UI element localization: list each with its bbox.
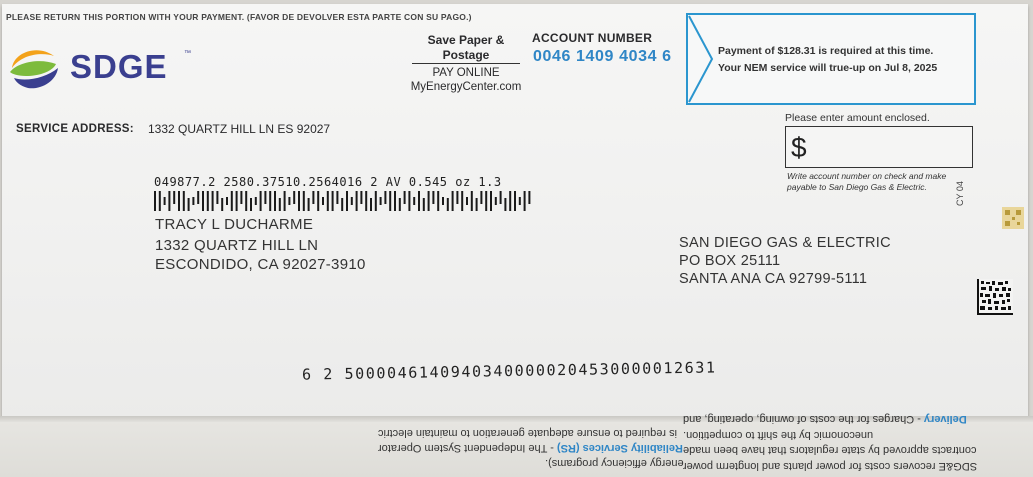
notice-arrow-icon — [688, 15, 714, 103]
back-text-right-line1 — [683, 413, 967, 425]
payment-required-text: Payment of $128.31 is required at this time. — [718, 45, 934, 57]
datamatrix-code-icon — [977, 279, 1013, 315]
payment-notice-box — [686, 13, 976, 105]
delivery-text: - Charges for the costs of owning, operating, and — [683, 413, 924, 425]
save-paper-line2: Postage — [442, 48, 490, 62]
small-qr-icon — [1002, 207, 1024, 229]
cycle-code: CY 04 — [955, 181, 965, 206]
sdge-logo-icon — [8, 42, 60, 90]
back-text-left-line3: energy efficiency programs). — [545, 457, 684, 469]
check-instructions-line2: payable to San Diego Gas & Electric. — [787, 182, 927, 192]
amount-enclosed-field[interactable] — [785, 126, 973, 168]
back-text-right-line3: contracts approved by state regulators that have been made — [683, 444, 977, 456]
sdge-logo-text: SDGE — [70, 48, 168, 85]
customer-name: TRACY L DUCHARME — [155, 216, 314, 233]
pay-online-label: PAY ONLINE — [432, 67, 500, 79]
check-instructions-line1: Write account number on check and make — [787, 171, 947, 181]
service-address-value: 1332 QUARTZ HILL LN ES 92027 — [148, 122, 331, 136]
save-paper-line1: Save Paper & — [427, 33, 505, 47]
pay-online-block — [402, 66, 530, 94]
delivery-label: Delivery — [923, 413, 967, 425]
payee-name: SAN DIEGO GAS & ELECTRIC — [679, 235, 891, 251]
payee-city: SANTA ANA CA 92799-5111 — [679, 271, 868, 287]
back-text-left-line2 — [378, 442, 683, 454]
dollar-sign: $ — [791, 132, 807, 163]
back-text-right-line2: uneconomic by the shift to competition. — [683, 429, 874, 441]
account-number-label: ACCOUNT NUMBER — [532, 31, 653, 45]
return-notice: PLEASE RETURN THIS PORTION WITH YOUR PAYMENT. (FAVOR DE DEVOLVER ESTA PARTE CON SU PAGO.) — [6, 12, 472, 22]
amount-enclosed-label: Please enter amount enclosed. — [785, 112, 930, 124]
payment-stub — [2, 4, 1028, 420]
customer-city: ESCONDIDO, CA 92027-3910 — [155, 256, 366, 273]
back-text-right-line4: SDG&E recovers costs for power plants and longterm power — [683, 460, 978, 472]
save-paper-divider — [412, 63, 520, 64]
pay-online-url[interactable]: MyEnergyCenter.com — [410, 81, 522, 93]
save-paper-heading — [402, 33, 530, 63]
customer-street: 1332 QUARTZ HILL LN — [155, 237, 319, 254]
payee-pobox: PO BOX 25111 — [679, 253, 781, 269]
reliability-services-label: Reliability Services (RS) — [556, 442, 683, 454]
account-number-value: 0046 1409 4034 6 — [533, 48, 672, 65]
postal-barcode-icon — [154, 191, 534, 211]
ocr-scan-line: 6 2 50000461409403400000204530000012631 — [301, 358, 717, 384]
service-address-label: SERVICE ADDRESS: — [16, 123, 134, 135]
back-text-left-line1: is required to ensure adequate generation to maintain electric — [378, 427, 678, 439]
trademark-mark: ™ — [184, 50, 191, 57]
postal-scan-line: 049877.2 2580.37510.2564016 2 AV 0.545 oz 1.3 — [154, 175, 502, 189]
reliability-services-text: - The Independent System Operator — [378, 442, 557, 454]
nem-trueup-text: Your NEM service will true-up on Jul 8, 2025 — [718, 62, 938, 74]
